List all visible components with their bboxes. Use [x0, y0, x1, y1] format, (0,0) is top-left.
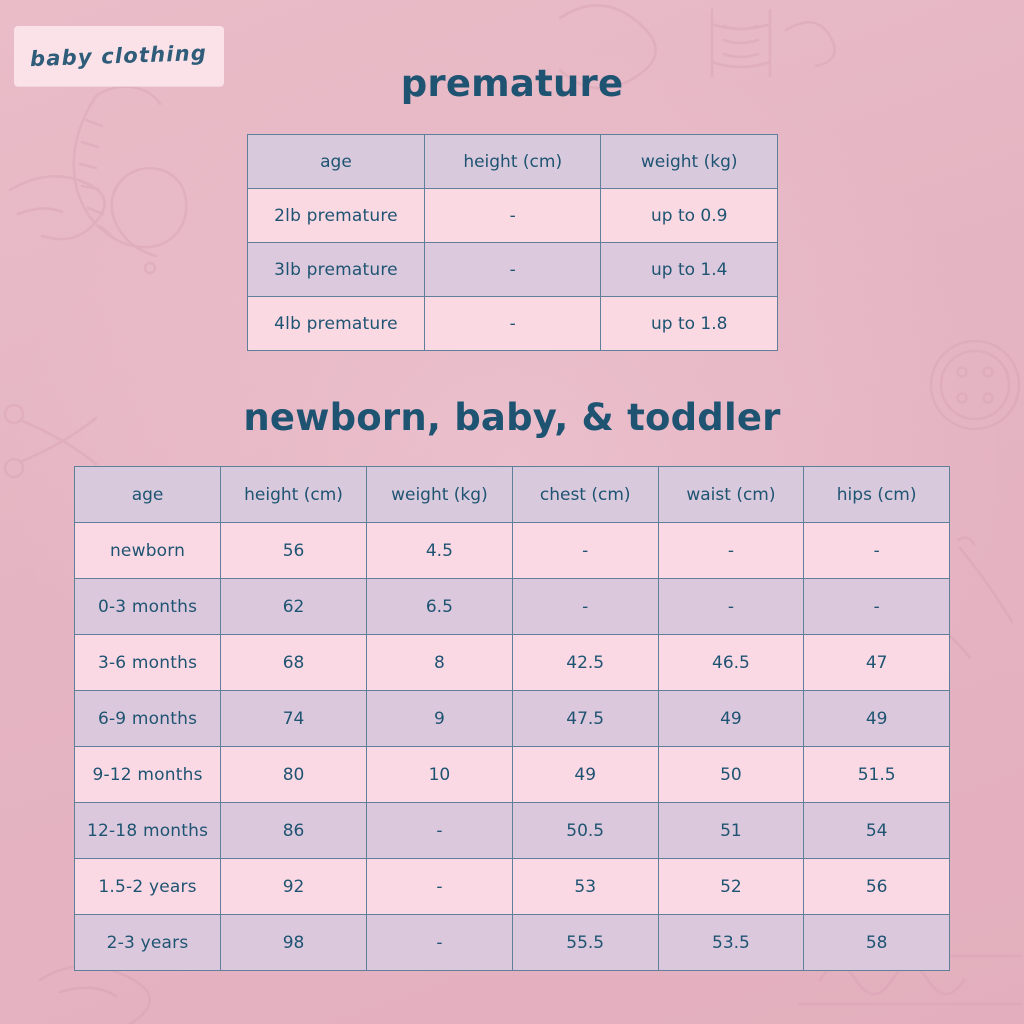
cell-chest: 49 [512, 747, 658, 803]
cell-height: - [424, 297, 601, 351]
cell-weight: - [366, 859, 512, 915]
cell-height: 68 [221, 635, 367, 691]
column-header-weight: weight (kg) [366, 467, 512, 523]
column-header-weight: weight (kg) [601, 135, 778, 189]
cell-waist: 52 [658, 859, 804, 915]
cell-chest: - [512, 523, 658, 579]
table-header-row [75, 467, 950, 523]
cell-chest: 50.5 [512, 803, 658, 859]
cell-waist: - [658, 523, 804, 579]
cell-weight: 8 [366, 635, 512, 691]
cell-height: 86 [221, 803, 367, 859]
cell-height: 62 [221, 579, 367, 635]
cell-waist: 53.5 [658, 915, 804, 971]
cell-weight: 10 [366, 747, 512, 803]
cell-age: newborn [75, 523, 221, 579]
cell-height: - [424, 189, 601, 243]
cell-chest: - [512, 579, 658, 635]
cell-age: 3lb premature [248, 243, 425, 297]
cell-hips: - [804, 579, 950, 635]
cell-height: 80 [221, 747, 367, 803]
cell-age: 12-18 months [75, 803, 221, 859]
section-title-premature: premature [400, 62, 624, 105]
column-header-age: age [75, 467, 221, 523]
cell-height: 74 [221, 691, 367, 747]
cell-waist: 51 [658, 803, 804, 859]
cell-weight: 6.5 [366, 579, 512, 635]
measuring-tape-doodle [74, 87, 186, 273]
table-row [248, 297, 778, 351]
section-title-newborn: newborn, baby, & toddler [243, 396, 781, 439]
table-row [75, 579, 950, 635]
table-row [75, 803, 950, 859]
table-row [75, 915, 950, 971]
column-header-age: age [248, 135, 425, 189]
table-header-row [248, 135, 778, 189]
table-row [248, 243, 778, 297]
cell-age: 2lb premature [248, 189, 425, 243]
cell-weight: 4.5 [366, 523, 512, 579]
cell-waist: 46.5 [658, 635, 804, 691]
cell-weight: - [366, 915, 512, 971]
cell-age: 6-9 months [75, 691, 221, 747]
column-header-waist: waist (cm) [658, 467, 804, 523]
column-header-chest: chest (cm) [512, 467, 658, 523]
safety-pin-doodle [10, 176, 105, 239]
cell-hips: - [804, 523, 950, 579]
cell-weight: 9 [366, 691, 512, 747]
cell-waist: - [658, 579, 804, 635]
thread-spool-doodle [40, 966, 150, 1024]
cell-age: 0-3 months [75, 579, 221, 635]
cell-height: 98 [221, 915, 367, 971]
table-row [75, 523, 950, 579]
cell-hips: 58 [804, 915, 950, 971]
cell-weight: - [366, 803, 512, 859]
cell-chest: 55.5 [512, 915, 658, 971]
column-header-height: height (cm) [424, 135, 601, 189]
column-header-height: height (cm) [221, 467, 367, 523]
cell-height: 92 [221, 859, 367, 915]
cell-waist: 50 [658, 747, 804, 803]
cell-age: 4lb premature [248, 297, 425, 351]
table-row [75, 859, 950, 915]
cell-chest: 47.5 [512, 691, 658, 747]
premature-size-table [247, 134, 778, 351]
column-header-hips: hips (cm) [804, 467, 950, 523]
cell-height: 56 [221, 523, 367, 579]
cell-chest: 53 [512, 859, 658, 915]
table-row [75, 691, 950, 747]
newborn-baby-toddler-size-table [74, 466, 950, 971]
cell-age: 3-6 months [75, 635, 221, 691]
cell-hips: 49 [804, 691, 950, 747]
cell-weight: up to 1.8 [601, 297, 778, 351]
table-row [75, 635, 950, 691]
cell-age: 2-3 years [75, 915, 221, 971]
cell-chest: 42.5 [512, 635, 658, 691]
cell-height: - [424, 243, 601, 297]
cell-hips: 54 [804, 803, 950, 859]
table-row [248, 189, 778, 243]
cell-hips: 51.5 [804, 747, 950, 803]
table-row [75, 747, 950, 803]
cell-weight: up to 1.4 [601, 243, 778, 297]
cell-age: 1.5-2 years [75, 859, 221, 915]
cell-hips: 47 [804, 635, 950, 691]
cell-waist: 49 [658, 691, 804, 747]
cell-weight: up to 0.9 [601, 189, 778, 243]
cell-hips: 56 [804, 859, 950, 915]
brand-tag-label: baby clothing [30, 40, 208, 72]
cell-age: 9-12 months [75, 747, 221, 803]
